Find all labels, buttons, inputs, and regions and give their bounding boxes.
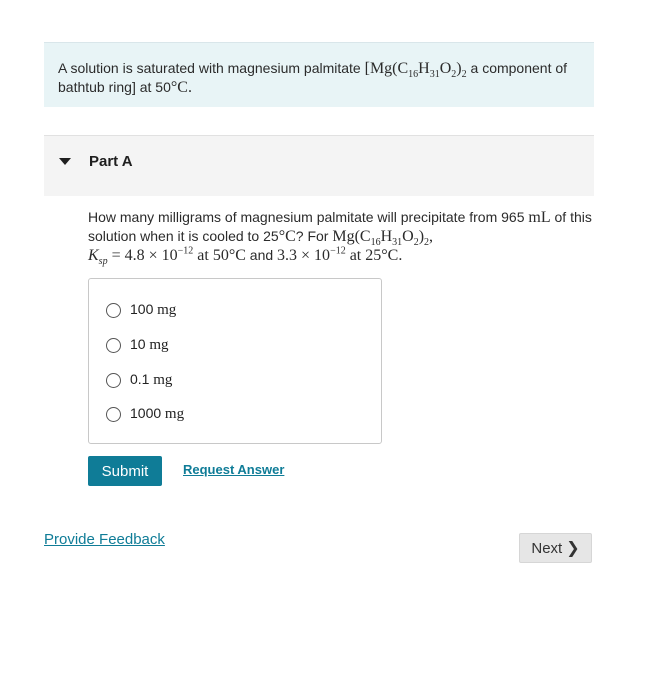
intro-temp: 50 <box>155 79 171 95</box>
radio-button[interactable] <box>106 303 121 318</box>
question-formula: $Mg(C_{16}H_{31}O_2)_2$, <box>332 228 434 249</box>
chevron-right-icon: ❯ <box>566 540 580 557</box>
radio-button[interactable] <box>106 338 121 353</box>
radio-button[interactable] <box>106 407 121 422</box>
next-label: Next <box>531 539 563 557</box>
radio-button[interactable] <box>106 373 121 388</box>
submit-button[interactable]: Submit <box>88 456 162 486</box>
option-1000-mg[interactable]: 1000 mg <box>106 403 356 425</box>
request-answer-link[interactable]: Request Answer <box>183 462 285 477</box>
intro-text-after: a component of bathtub ring] at <box>58 60 568 95</box>
option-10-mg[interactable]: 10 mg <box>106 334 356 356</box>
option-0.1-mg[interactable]: 0.1 mg <box>106 369 356 391</box>
question-text: How many milligrams of magnesium palmitate will precipitate from 965 mL of this solution when it is cooled to 25°C? For $Mg(C_{16}H_{31}O_2)_2$, $K_{sp} = 4.8 \times 10^{-12}$ at 50°C and $3.3 \times 10^{-12}$ at 25°C. <box>88 209 592 268</box>
next-button[interactable] <box>519 533 592 563</box>
problem-intro <box>44 42 594 107</box>
intro-text-before: A solution is saturated with magnesium palmitate <box>58 60 365 76</box>
intro-temp-unit: °C. <box>170 79 192 96</box>
collapse-caret-icon[interactable] <box>59 158 71 165</box>
intro-formula: [$Mg(C_{16}H_{31}O_2)_2$ <box>364 60 467 81</box>
provide-feedback-link[interactable]: Provide Feedback <box>44 531 165 548</box>
answer-options <box>88 278 382 444</box>
ksp-expression: $K_{sp} = 4.8 \times 10^{-12}$ at 50°C <box>88 245 246 268</box>
option-100-mg[interactable]: 100 mg <box>106 299 356 321</box>
part-a-header[interactable] <box>44 135 594 196</box>
part-title: Part A <box>89 153 133 170</box>
